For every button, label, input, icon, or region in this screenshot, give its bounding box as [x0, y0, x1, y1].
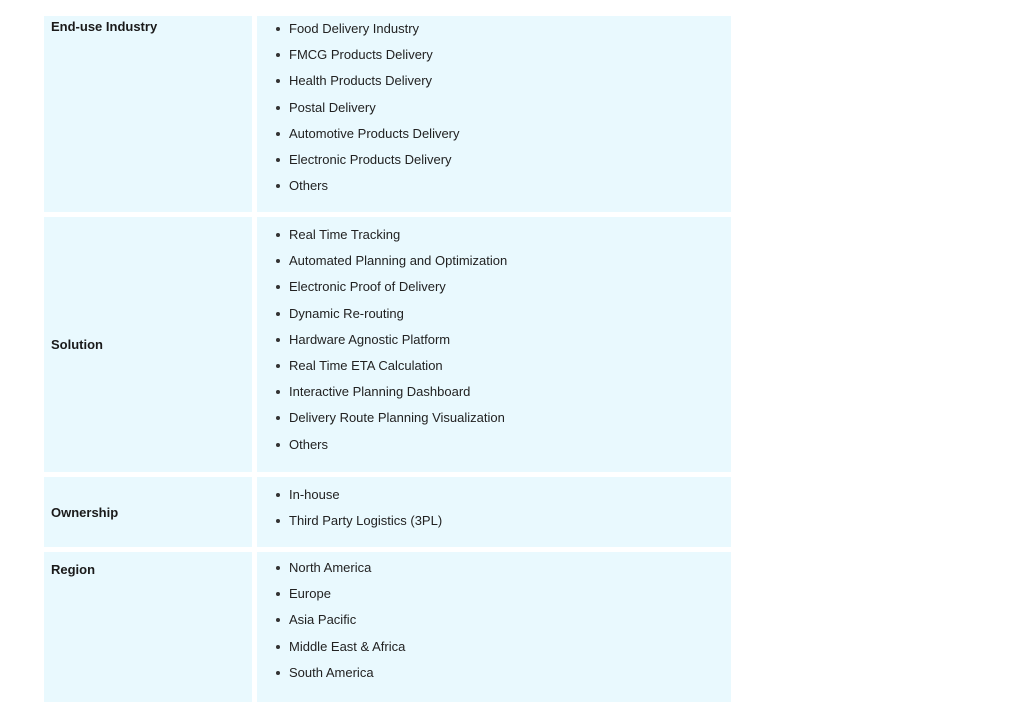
list-item: South America: [275, 660, 717, 686]
row-label-cell: [44, 217, 252, 472]
row-values-cell: [257, 552, 731, 702]
list-item: Real Time ETA Calculation: [275, 353, 717, 379]
table-row-ownership: [44, 477, 731, 547]
table-row-end-use-industry: [44, 16, 731, 212]
list-item: Food Delivery Industry: [275, 16, 717, 42]
list-item: Health Products Delivery: [275, 68, 717, 94]
list-item: Automotive Products Delivery: [275, 121, 717, 147]
list-item: North America: [275, 555, 717, 581]
list-item: Interactive Planning Dashboard: [275, 379, 717, 405]
bullet-list: [275, 16, 717, 199]
table-row-solution: [44, 217, 731, 472]
list-item: FMCG Products Delivery: [275, 42, 717, 68]
list-item: Middle East & Africa: [275, 634, 717, 660]
list-item: Postal Delivery: [275, 95, 717, 121]
list-item: Others: [275, 173, 717, 199]
list-item: In-house: [275, 482, 717, 508]
row-values-cell: [257, 477, 731, 547]
row-label-cell: [44, 477, 252, 547]
row-label-cell: [44, 552, 252, 702]
list-item: Real Time Tracking: [275, 222, 717, 248]
list-item: Europe: [275, 581, 717, 607]
row-label: Solution: [51, 337, 103, 352]
bullet-list: [275, 222, 717, 458]
row-values-cell: [257, 16, 731, 212]
table-row-region: [44, 552, 731, 702]
segmentation-table: [44, 16, 731, 707]
bullet-list: [275, 555, 717, 686]
row-label: Region: [51, 562, 96, 577]
row-values-cell: [257, 217, 731, 472]
list-item: Delivery Route Planning Visualization: [275, 405, 717, 431]
list-item: Electronic Proof of Delivery: [275, 274, 717, 300]
row-label: Ownership: [51, 504, 119, 520]
list-item: Third Party Logistics (3PL): [275, 508, 717, 534]
row-label-cell: [44, 16, 252, 212]
list-item: Automated Planning and Optimization: [275, 248, 717, 274]
list-item: Others: [275, 432, 717, 458]
list-item: Hardware Agnostic Platform: [275, 327, 717, 353]
list-item: Asia Pacific: [275, 607, 717, 633]
row-label: End-use Industry: [51, 19, 158, 34]
bullet-list: [275, 482, 717, 534]
list-item: Dynamic Re-routing: [275, 301, 717, 327]
list-item: Electronic Products Delivery: [275, 147, 717, 173]
